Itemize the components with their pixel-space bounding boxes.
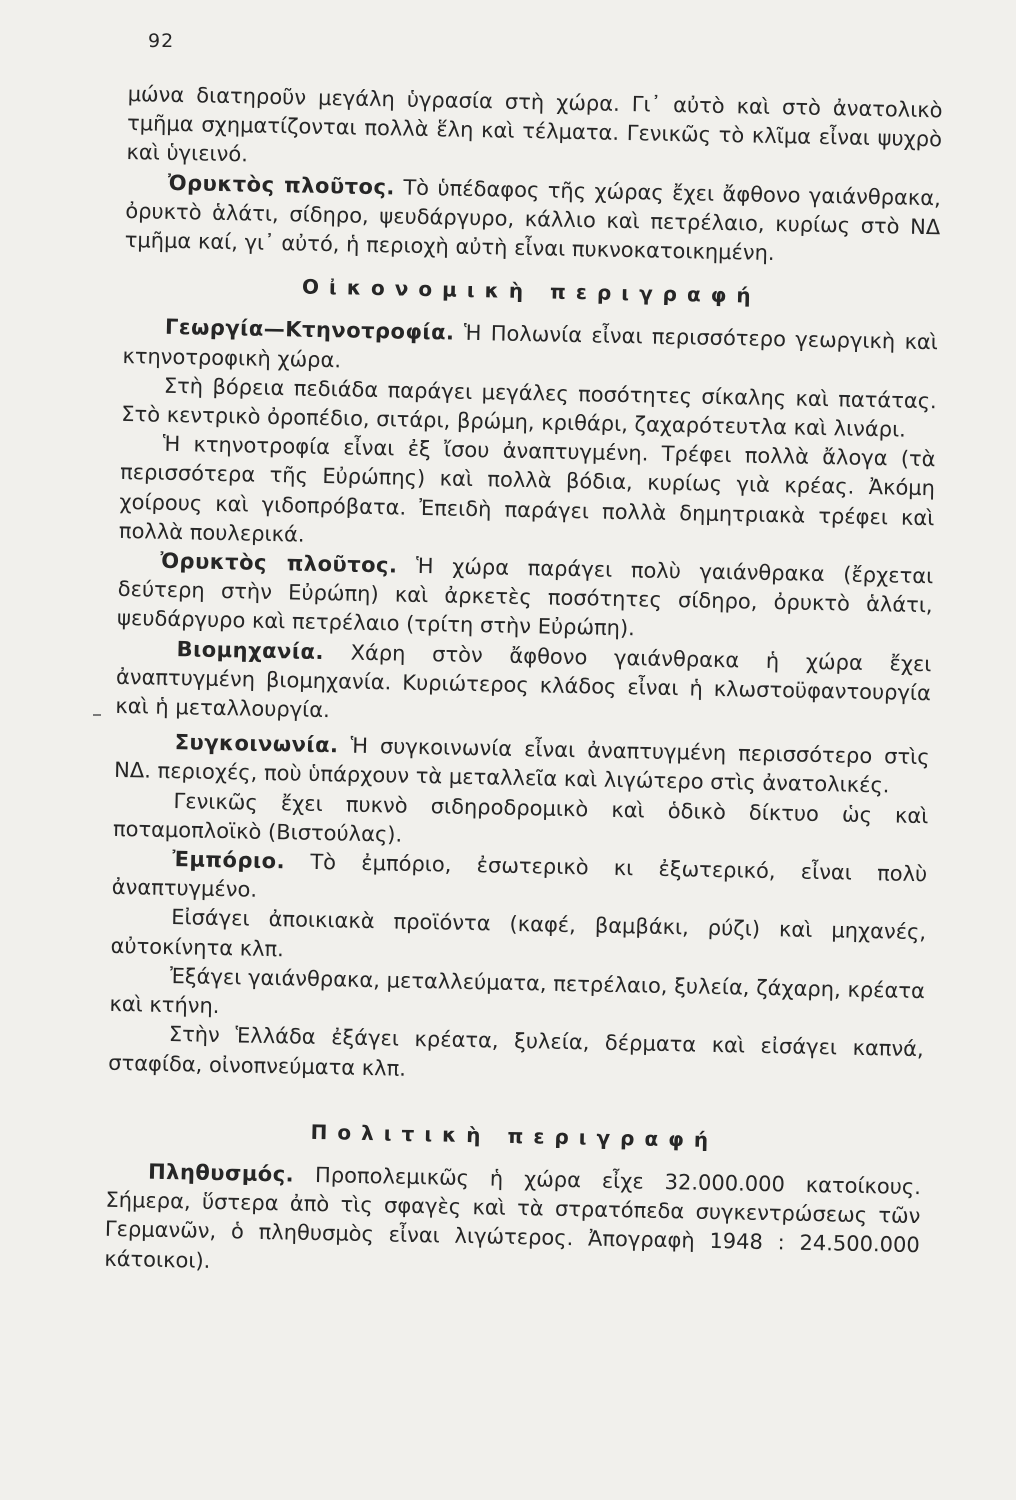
political-section-heading: Πολιτικὴ περιγραφή <box>310 1119 719 1152</box>
paragraph-trade-greece: Στὴν Ἑλλάδα ἐξάγει κρέατα, ξυλεία, δέρματα καὶ εἰσάγει καπνά, σταφίδα, οἰνοπνεύματα κλπ. <box>108 1022 924 1081</box>
trade-heading: Ἐμπόριο. <box>172 847 286 874</box>
trade-text: Τὸ ἐμπόριο, ἐσωτερικὸ κι ἐξωτερικό, εἶναι πολὺ ἀναπτυγμένο. <box>111 849 928 903</box>
minerals-text: Ἡ χώρα παράγει πολὺ γαιάνθρακα (ἔρχεται δεύτερη στὴν Εὐρώπη) καὶ ἀρκετὲς ποσότητες σίδηρο, ὀρυκτὸ ἁλάτι, ψευδάργυρο καὶ πετρέλαιο (τρίτη στὴν Εὐρώπη). <box>116 553 934 641</box>
communication-text: Ἡ συγκοινωνία εἶναι ἀναπτυγμένη περισσότερο στὶς ΝΔ. περιοχές, ποὺ ὑπάρχουν τὰ μεταλλεῖα καὶ λιγώτερο στὶς ἀνατολικές. <box>113 733 930 798</box>
economic-section-heading: Οἰκονομικὴ περιγραφή <box>301 274 761 308</box>
communication-heading: Συγκοινωνία. <box>174 730 339 758</box>
paragraph-climate: μώνα διατηροῦν μεγάλη ὑγρασία στὴ χώρα. Γι᾿ αὐτὸ καὶ στὸ ἀνατολικὸ τμῆμα σχηματίζονται πολλὰ ἕλη καὶ τέλματα. Γενικῶς τὸ κλῖμα εἶναι ψυχρὸ καὶ ὑγιεινό. <box>126 81 943 167</box>
page-number: 92 <box>148 30 175 52</box>
industry-text: Χάρη στὸν ἄφθονο γαιάνθρακα ἡ χώρα ἔχει ἀναπτυγμένη βιομηχανία. Κυριώτερος κλάδος εἶναι ἡ κλωστοϋφαντουργία καὶ ἡ μεταλλουργία. <box>115 639 932 723</box>
paragraph-exports: Ἐξάγει γαιάνθρακα, μεταλλεύματα, πετρέλαιο, ξυλεία, ζάχαρη, κρέατα καὶ κτήνη. <box>109 963 926 1019</box>
paragraph-minerals <box>117 546 934 650</box>
agriculture-heading: Γεωργία—Κτηνοτροφία. <box>164 315 455 346</box>
paragraph-communication-network: Γενικῶς ἔχει πυκνὸ σιδηροδρομικὸ καὶ ὁδικὸ δίκτυο ὡς καὶ ποταμοπλοϊκὸ (Βιστούλας). <box>112 788 929 847</box>
text-body <box>104 80 943 1290</box>
paragraph-industry <box>115 634 932 738</box>
population-heading: Πληθυσμός. <box>147 1159 295 1187</box>
population-text: Προπολεμικῶς ἡ χώρα εἶχε 32.000.000 κατοίκους. Σήμερα, ὕστερα ἀπὸ τὶς σφαγὲς καὶ τὰ στρατόπεδα συγκεντρώσεως τῶν Γερμανῶν, ὁ πληθυσμὸς εἶναι λιγώτερος. Ἀπογραφὴ 1948 : 24.500.000 κάτοικοι). <box>104 1162 922 1273</box>
mineral-wealth-text: Τὸ ὑπέδαφος τῆς χώρας ἔχει ἄφθονο γαιάνθρακα, ὀρυκτὸ ἁλάτι, σίδηρο, ψευδάργυρο, κάλλιο καὶ πετρέλαιο, κυρίως στὸ ΝΔ τμῆμα καί, γι᾿ αὐτό, ἡ περιοχὴ αὐτὴ εἶναι πυκνοκατοικημένη. <box>124 174 942 266</box>
paragraph-livestock: Ἡ κτηνοτροφία εἶναι ἐξ ἴσου ἀναπτυγμένη. Τρέφει πολλὰ ἄλογα (τὰ περισσότερα τῆς Εὐρώπης) καὶ πολλὰ βόδια, κυρίως γιὰ κρέας. Ἀκόμη χοίρους καὶ γιδοπρόβατα. Ἐπειδὴ παράγει πολλὰ δημητριακὰ τρέφει καὶ πολλὰ πουλερικά. <box>118 432 936 547</box>
paragraph-crops: Στὴ βόρεια πεδιάδα παράγει μεγάλες ποσότητες σίκαλης καὶ πατάτας. Στὸ κεντρικὸ ὀροπέδιο, σιτάρι, βρώμη, κριθάρι, ζαχαρότευτλα καὶ λινάρι. <box>121 373 937 442</box>
mineral-wealth-heading: Ὀρυκτὸς πλοῦτος. <box>167 170 396 199</box>
margin-mark <box>93 714 101 716</box>
paragraph-mineral-wealth-intro <box>124 168 941 272</box>
minerals-heading: Ὀρυκτὸς πλοῦτος. <box>160 548 398 578</box>
paragraph-imports: Εἰσάγει ἀποικιακὰ προϊόντα (καφέ, βαμβάκι, ρύζι) καὶ μηχανές, αὐτοκίνητα κλπ. <box>110 905 927 961</box>
industry-heading: Βιομηχανία. <box>176 636 325 664</box>
agriculture-text: Ἡ Πολωνία εἶναι περισσότερο γεωργικὴ καὶ κτηνοτροφικὴ χώρα. <box>122 321 939 372</box>
paragraph-population <box>104 1157 921 1290</box>
